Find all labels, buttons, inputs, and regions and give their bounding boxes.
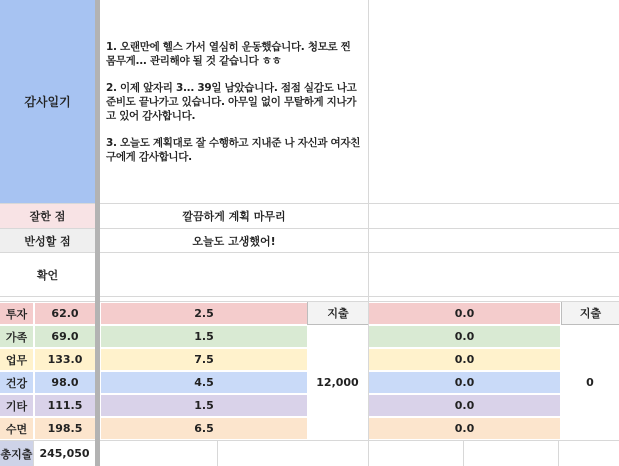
minutes-cell[interactable]: 69.0 [35,326,95,347]
hours-cell[interactable]: 4.5 [101,372,307,393]
category-cell[interactable]: 건강 [0,372,33,393]
spend-cell[interactable]: 0.0 [369,395,560,416]
gridline [217,441,218,466]
total-value-cell[interactable]: 245,050 [39,447,90,460]
category-cell[interactable]: 가족 [0,326,33,347]
gridline [558,441,559,466]
category-cell[interactable]: 기타 [0,395,33,416]
good-point-value-cell[interactable]: 깔끔하게 계획 마무리 [182,210,286,223]
spend-cell[interactable]: 0.0 [369,326,560,347]
minutes-cell[interactable]: 133.0 [35,349,95,370]
total-label-cell[interactable]: 총지출 [0,441,33,466]
diary-text-cell[interactable] [101,0,367,203]
hours-cell[interactable]: 1.5 [101,395,307,416]
spend-cell[interactable]: 0.0 [369,372,560,393]
spend-total-right-cell[interactable]: 0 [586,376,594,389]
diary-entry-3: 3. 오늘도 계획대로 잘 수행하고 지내준 나 자신과 여자친구에게 감사합니다. [106,136,361,163]
spend-cell[interactable]: 0.0 [369,349,560,370]
hours-cell[interactable]: 2.5 [101,303,307,324]
gridline [0,296,619,297]
category-cell[interactable]: 투자 [0,303,33,324]
hours-cell[interactable]: 6.5 [101,418,307,439]
spend-cell[interactable]: 0.0 [369,418,560,439]
spend-header-left-cell[interactable]: 지출 [307,302,368,325]
gridline [463,441,464,466]
spend-header-right-cell[interactable]: 지출 [561,302,619,325]
affirmation-label-cell[interactable]: 확언 [0,253,95,296]
category-cell[interactable]: 업무 [0,349,33,370]
good-point-label-cell[interactable]: 잘한 점 [0,204,95,228]
minutes-cell[interactable]: 198.5 [35,418,95,439]
spend-cell[interactable]: 0.0 [369,303,560,324]
diary-entry-1: 1. 오랜만에 헬스 가서 열심히 운동했습니다. 청모로 찐 몸무게... 관리해야 될 것 같습니다 ㅎㅎ [106,40,351,67]
diary-entry-2: 2. 이제 앞자리 3... 39일 남았습니다. 점점 실감도 나고 준비도 끝나가고 있습니다. 아무일 없이 무탈하게 지나가고 있어 감사합니다. [106,81,357,122]
reflection-value-cell[interactable]: 오늘도 고생했어! [192,234,276,248]
minutes-cell[interactable]: 98.0 [35,372,95,393]
hours-cell[interactable]: 1.5 [101,326,307,347]
reflection-label-cell[interactable]: 반성할 점 [0,229,95,252]
minutes-cell[interactable]: 111.5 [35,395,95,416]
hours-cell[interactable]: 7.5 [101,349,307,370]
diary-label-cell[interactable]: 감사일기 [0,0,95,203]
spend-total-left-cell[interactable]: 12,000 [316,376,359,389]
category-cell[interactable]: 수면 [0,418,33,439]
affirmation-value-cell[interactable] [101,253,367,296]
minutes-cell[interactable]: 62.0 [35,303,95,324]
column-divider [95,0,100,466]
